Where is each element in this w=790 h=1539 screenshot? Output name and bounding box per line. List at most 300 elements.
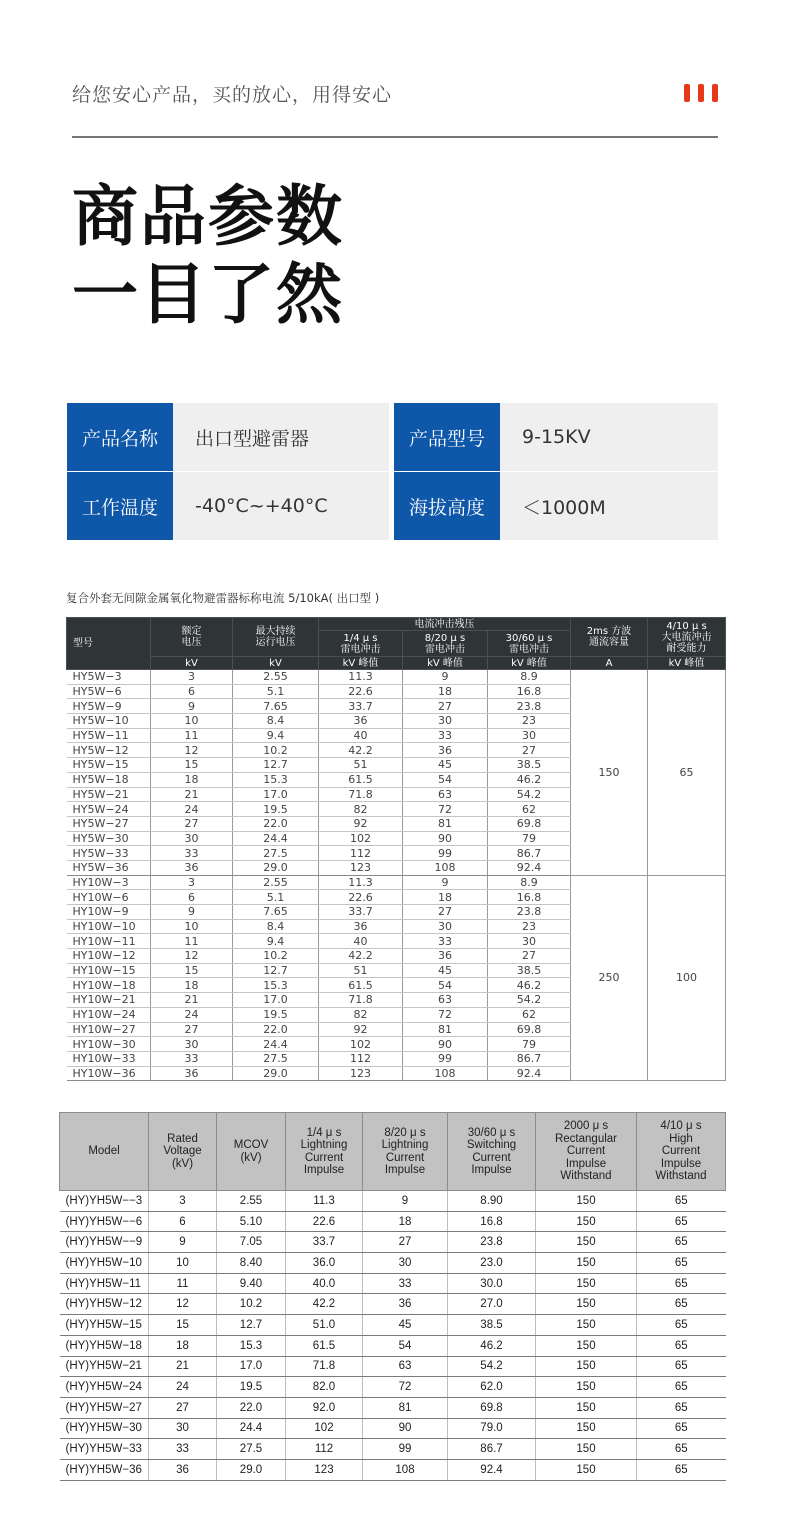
table1-cell: 29.0 (233, 860, 319, 875)
table1-model-cell: HY10W−33 (67, 1051, 151, 1066)
table2-cell: 92.0 (286, 1397, 363, 1418)
table2-header: 8/20 μ s Lightning Current Impulse (363, 1113, 448, 1191)
table1-cell: 12.7 (233, 963, 319, 978)
table1-cell: 15 (151, 963, 233, 978)
table2-header: Model (60, 1113, 149, 1191)
table1-model-cell: HY10W−9 (67, 905, 151, 920)
hero-title (72, 178, 344, 334)
table1-model-cell: HY10W−21 (67, 993, 151, 1008)
table2-cell: 86.7 (448, 1439, 536, 1460)
table1-cell: 8.9 (488, 875, 571, 890)
table2-cell: 65 (637, 1377, 726, 1398)
table1-cell: 18 (403, 684, 488, 699)
table1-cell: 63 (403, 787, 488, 802)
table1-model-cell: HY10W−36 (67, 1066, 151, 1081)
table1-cell: 92 (319, 1022, 403, 1037)
table1-cell: 2.55 (233, 875, 319, 890)
table2-cell: 27 (363, 1232, 448, 1253)
table1-cell: 15 (151, 758, 233, 773)
table1-cell: 7.65 (233, 905, 319, 920)
table1-cell: 102 (319, 831, 403, 846)
table1-square-wave-cell: 150 (571, 670, 648, 876)
table1-cell: 30 (488, 934, 571, 949)
table2-cell: 38.5 (448, 1315, 536, 1336)
table1-cell: 62 (488, 802, 571, 817)
table1-cell: 36 (319, 919, 403, 934)
table2-model-cell: (HY)YH5W−30 (60, 1418, 149, 1439)
menu-bars-icon (684, 84, 718, 102)
table1-cell: 92.4 (488, 860, 571, 875)
table2-row (60, 1211, 726, 1232)
table2-cell: 150 (536, 1315, 637, 1336)
table1-cell: 112 (319, 846, 403, 861)
table2-cell: 10 (149, 1253, 217, 1274)
table2-cell: 150 (536, 1356, 637, 1377)
table2-cell: 3 (149, 1191, 217, 1212)
table2-cell: 150 (536, 1211, 637, 1232)
table2-row (60, 1459, 726, 1480)
table2-cell: 150 (536, 1377, 637, 1398)
table1-cell: 3 (151, 875, 233, 890)
table1-model-cell: HY5W−30 (67, 831, 151, 846)
table1-model-cell: HY10W−15 (67, 963, 151, 978)
table2-cell: 9.40 (217, 1273, 286, 1294)
table2-cell: 65 (637, 1253, 726, 1274)
table1-high-current-cell: 65 (648, 670, 726, 876)
table2-cell: 21 (149, 1356, 217, 1377)
table1-cell: 16.8 (488, 890, 571, 905)
table1-cell: 5.1 (233, 684, 319, 699)
table2-cell: 6 (149, 1211, 217, 1232)
table2-cell: 30 (363, 1253, 448, 1274)
table1-cell: 86.7 (488, 846, 571, 861)
table1-cell: 27 (403, 699, 488, 714)
table1-model-cell: HY10W−3 (67, 875, 151, 890)
table2-cell: 92.4 (448, 1459, 536, 1480)
table2-cell: 8.90 (448, 1191, 536, 1212)
table1-cell: 9 (151, 905, 233, 920)
unit-rated: kV (151, 657, 233, 670)
header-14: 1/4 μ s 雷电冲击 (319, 631, 403, 657)
table1-cell: 18 (151, 978, 233, 993)
table1-cell: 112 (319, 1051, 403, 1066)
table1-cell: 27.5 (233, 1051, 319, 1066)
table2-cell: 27.5 (217, 1439, 286, 1460)
table2-cell: 150 (536, 1232, 637, 1253)
table2-row (60, 1191, 726, 1212)
table1-cell: 15.3 (233, 772, 319, 787)
table1-model-cell: HY5W−33 (67, 846, 151, 861)
table1-cell: 90 (403, 831, 488, 846)
table1-cell: 23.8 (488, 905, 571, 920)
table2-cell: 69.8 (448, 1397, 536, 1418)
table2-cell: 9 (363, 1191, 448, 1212)
table2-header: 4/10 μ s High Current Impulse Withstand (637, 1113, 726, 1191)
table1-cell: 7.65 (233, 699, 319, 714)
table1-cell: 33 (151, 1051, 233, 1066)
table1-cell: 38.5 (488, 758, 571, 773)
header-model: 型号 (67, 618, 151, 670)
table2-model-cell: (HY)YH5W−36 (60, 1459, 149, 1480)
table1-cell: 22.0 (233, 1022, 319, 1037)
table2-model-cell: (HY)YH5W−12 (60, 1294, 149, 1315)
table1-cell: 45 (403, 963, 488, 978)
table2-cell: 12.7 (217, 1315, 286, 1336)
table2-model-cell: (HY)YH5W−27 (60, 1397, 149, 1418)
table1-cell: 21 (151, 787, 233, 802)
table1-cell: 99 (403, 846, 488, 861)
table1-cell: 30 (403, 714, 488, 729)
table1-cell: 61.5 (319, 772, 403, 787)
slogan: 给您安心产品，买的放心，用得安心 (72, 84, 393, 106)
table1-cell: 51 (319, 963, 403, 978)
table2-model-cell: (HY)YH5W−−3 (60, 1191, 149, 1212)
table1-cell: 54 (403, 772, 488, 787)
table1-cell: 46.2 (488, 772, 571, 787)
table2-cell: 65 (637, 1459, 726, 1480)
table2-model-cell: (HY)YH5W−18 (60, 1335, 149, 1356)
unit-14: kV 峰值 (319, 657, 403, 670)
table1-cell: 33 (403, 934, 488, 949)
table1-cell: 23.8 (488, 699, 571, 714)
table2-cell: 7.05 (217, 1232, 286, 1253)
table1-cell: 33 (151, 846, 233, 861)
table1-model-cell: HY5W−36 (67, 860, 151, 875)
table2-model-cell: (HY)YH5W−−9 (60, 1232, 149, 1253)
table1-cell: 22.6 (319, 890, 403, 905)
table1-cell: 30 (403, 919, 488, 934)
unit-mcov: kV (233, 657, 319, 670)
table1-cell: 12 (151, 743, 233, 758)
table1-cell: 69.8 (488, 816, 571, 831)
table1-cell: 11 (151, 934, 233, 949)
table2-row (60, 1294, 726, 1315)
hero-line-2: 一目了然 (72, 256, 344, 333)
table1-cell: 82 (319, 1007, 403, 1022)
table2-cell: 99 (363, 1439, 448, 1460)
table1-cell: 71.8 (319, 787, 403, 802)
table2-cell: 65 (637, 1418, 726, 1439)
table1-model-cell: HY5W−15 (67, 758, 151, 773)
table1-cell: 61.5 (319, 978, 403, 993)
table1-cell: 92.4 (488, 1066, 571, 1081)
table1-cell: 92 (319, 816, 403, 831)
table2-cell: 23.0 (448, 1253, 536, 1274)
spec-row-2 (67, 472, 718, 540)
table1-cell: 27 (403, 905, 488, 920)
table2-cell: 16.8 (448, 1211, 536, 1232)
unit-820: kV 峰值 (403, 657, 488, 670)
spec-label-altitude: 海拔高度 (394, 472, 500, 540)
table1-model-cell: HY10W−30 (67, 1037, 151, 1052)
table2-header: 1/4 μ s Lightning Current Impulse (286, 1113, 363, 1191)
table2-cell: 150 (536, 1273, 637, 1294)
table2-cell: 29.0 (217, 1459, 286, 1480)
spec-row-1 (67, 403, 718, 471)
table2-cell: 102 (286, 1418, 363, 1439)
table1-cell: 10.2 (233, 949, 319, 964)
table2-cell: 11.3 (286, 1191, 363, 1212)
table1-cell: 24 (151, 802, 233, 817)
table1-cell: 24.4 (233, 1037, 319, 1052)
table2-model-cell: (HY)YH5W−15 (60, 1315, 149, 1336)
table2-cell: 18 (363, 1211, 448, 1232)
table1-cell: 8.4 (233, 919, 319, 934)
table1-cell: 79 (488, 831, 571, 846)
table1-square-wave-cell: 250 (571, 875, 648, 1081)
table2-cell: 71.8 (286, 1356, 363, 1377)
table2-cell: 65 (637, 1191, 726, 1212)
table1-cell: 3 (151, 670, 233, 685)
table2-header: 30/60 μ s Switching Current Impulse (448, 1113, 536, 1191)
header-2ms: 2ms 方波 通流容量 (571, 618, 648, 657)
table2-cell: 150 (536, 1253, 637, 1274)
table1-model-cell: HY5W−21 (67, 787, 151, 802)
table1-cell: 17.0 (233, 787, 319, 802)
table1-cell: 123 (319, 860, 403, 875)
table2-cell: 123 (286, 1459, 363, 1480)
table1-cell: 5.1 (233, 890, 319, 905)
table1-cell: 79 (488, 1037, 571, 1052)
table1-model-cell: HY5W−12 (67, 743, 151, 758)
table2-cell: 63 (363, 1356, 448, 1377)
spec-value-altitude: ＜1000M (500, 472, 718, 540)
table1-cell: 8.9 (488, 670, 571, 685)
table1-cell: 23 (488, 714, 571, 729)
table1-cell: 36 (151, 1066, 233, 1081)
table2-cell: 54.2 (448, 1356, 536, 1377)
table1-model-cell: HY10W−10 (67, 919, 151, 934)
table2-cell: 62.0 (448, 1377, 536, 1398)
table2-header: Rated Voltage (kV) (149, 1113, 217, 1191)
table1-cell: 30 (151, 831, 233, 846)
table1-cell: 6 (151, 684, 233, 699)
table2-cell: 65 (637, 1356, 726, 1377)
table2-row (60, 1315, 726, 1336)
table1-cell: 54 (403, 978, 488, 993)
table2-cell: 150 (536, 1418, 637, 1439)
table1-model-cell: HY5W−11 (67, 728, 151, 743)
table1-model-cell: HY5W−10 (67, 714, 151, 729)
table2-cell: 65 (637, 1315, 726, 1336)
table2-cell: 150 (536, 1335, 637, 1356)
table2-model-cell: (HY)YH5W−11 (60, 1273, 149, 1294)
table2-model-cell: (HY)YH5W−24 (60, 1377, 149, 1398)
table2-cell: 150 (536, 1459, 637, 1480)
table2-cell: 54 (363, 1335, 448, 1356)
table2-cell: 65 (637, 1294, 726, 1315)
table1-cell: 18 (151, 772, 233, 787)
table1-cell: 33.7 (319, 905, 403, 920)
table2-cell: 5.10 (217, 1211, 286, 1232)
table1-cell: 69.8 (488, 1022, 571, 1037)
table2-cell: 42.2 (286, 1294, 363, 1315)
table1-cell: 29.0 (233, 1066, 319, 1081)
table2-cell: 12 (149, 1294, 217, 1315)
table2-cell: 65 (637, 1232, 726, 1253)
table1-cell: 54.2 (488, 787, 571, 802)
table2-row (60, 1335, 726, 1356)
header-residual: 电流冲击残压 (319, 618, 571, 631)
table1-cell: 22.6 (319, 684, 403, 699)
table1-cell: 18 (403, 890, 488, 905)
table2-cell: 33 (363, 1273, 448, 1294)
table1-row (67, 670, 726, 685)
table2-cell: 108 (363, 1459, 448, 1480)
table2-row (60, 1377, 726, 1398)
english-spec-table (59, 1112, 726, 1481)
table1-model-cell: HY10W−12 (67, 949, 151, 964)
table2-cell: 51.0 (286, 1315, 363, 1336)
table1-cell: 23 (488, 919, 571, 934)
table2-row (60, 1253, 726, 1274)
table1-cell: 102 (319, 1037, 403, 1052)
table2-cell: 19.5 (217, 1377, 286, 1398)
table1-cell: 16.8 (488, 684, 571, 699)
table1-cell: 27 (151, 816, 233, 831)
table1-cell: 11.3 (319, 670, 403, 685)
unit-410: kV 峰值 (648, 657, 726, 670)
table2-cell: 150 (536, 1439, 637, 1460)
table1-cell: 9.4 (233, 728, 319, 743)
table1-model-cell: HY5W−9 (67, 699, 151, 714)
table1-cell: 42.2 (319, 949, 403, 964)
table1-model-cell: HY5W−3 (67, 670, 151, 685)
table2-header: MCOV (kV) (217, 1113, 286, 1191)
table1-cell: 22.0 (233, 816, 319, 831)
table1-model-cell: HY5W−27 (67, 816, 151, 831)
table1-cell: 27 (488, 743, 571, 758)
table2-row (60, 1356, 726, 1377)
table1-model-cell: HY5W−24 (67, 802, 151, 817)
table1-model-cell: HY5W−6 (67, 684, 151, 699)
table1-cell: 19.5 (233, 1007, 319, 1022)
table1-cell: 19.5 (233, 802, 319, 817)
table1-cell: 54.2 (488, 993, 571, 1008)
table2-cell: 36.0 (286, 1253, 363, 1274)
table1-cell: 24 (151, 1007, 233, 1022)
table2-model-cell: (HY)YH5W−10 (60, 1253, 149, 1274)
table1-cell: 81 (403, 1022, 488, 1037)
table2-cell: 65 (637, 1211, 726, 1232)
table1-cell: 24.4 (233, 831, 319, 846)
spec-value-model: 9-15KV (500, 403, 718, 471)
table2-cell: 40.0 (286, 1273, 363, 1294)
table1-cell: 72 (403, 802, 488, 817)
table1-cell: 2.55 (233, 670, 319, 685)
hero-line-1: 商品参数 (72, 178, 344, 255)
table1-cell: 46.2 (488, 978, 571, 993)
table1-cell: 12.7 (233, 758, 319, 773)
table2-row (60, 1397, 726, 1418)
table1-cell: 9 (151, 699, 233, 714)
table2-cell: 24.4 (217, 1418, 286, 1439)
table2-cell: 65 (637, 1273, 726, 1294)
table1-model-cell: HY10W−27 (67, 1022, 151, 1037)
table2-cell: 17.0 (217, 1356, 286, 1377)
table2-cell: 23.8 (448, 1232, 536, 1253)
table2-cell: 45 (363, 1315, 448, 1336)
chinese-spec-table (66, 617, 726, 1081)
table2-cell: 150 (536, 1294, 637, 1315)
header-820: 8/20 μ s 雷电冲击 (403, 631, 488, 657)
table1-cell: 30 (151, 1037, 233, 1052)
table1-cell: 27 (488, 949, 571, 964)
table2-cell: 65 (637, 1335, 726, 1356)
table2-cell: 27.0 (448, 1294, 536, 1315)
spec-label-temperature: 工作温度 (67, 472, 173, 540)
table2-model-cell: (HY)YH5W−21 (60, 1356, 149, 1377)
table1-cell: 12 (151, 949, 233, 964)
table1-cell: 51 (319, 758, 403, 773)
table2-cell: 82.0 (286, 1377, 363, 1398)
table1-cell: 108 (403, 860, 488, 875)
table1-cell: 36 (151, 860, 233, 875)
table1-cell: 10.2 (233, 743, 319, 758)
table1-cell: 42.2 (319, 743, 403, 758)
table2-cell: 61.5 (286, 1335, 363, 1356)
table1-cell: 30 (488, 728, 571, 743)
spec-label-product-name: 产品名称 (67, 403, 173, 471)
table1-model-cell: HY10W−6 (67, 890, 151, 905)
table2-cell: 30 (149, 1418, 217, 1439)
table1-cell: 86.7 (488, 1051, 571, 1066)
table1-cell: 63 (403, 993, 488, 1008)
table1-cell: 36 (319, 714, 403, 729)
table2-cell: 8.40 (217, 1253, 286, 1274)
table1-cell: 21 (151, 993, 233, 1008)
table2-cell: 22.6 (286, 1211, 363, 1232)
table1-cell: 9 (403, 670, 488, 685)
table2-cell: 10.2 (217, 1294, 286, 1315)
table2-cell: 36 (149, 1459, 217, 1480)
table2-cell: 11 (149, 1273, 217, 1294)
table2-cell: 36 (363, 1294, 448, 1315)
table2-cell: 30.0 (448, 1273, 536, 1294)
table2-cell: 65 (637, 1439, 726, 1460)
table1-cell: 82 (319, 802, 403, 817)
table1-cell: 15.3 (233, 978, 319, 993)
table1-cell: 11.3 (319, 875, 403, 890)
table1-cell: 99 (403, 1051, 488, 1066)
table1-cell: 62 (488, 1007, 571, 1022)
table2-cell: 150 (536, 1397, 637, 1418)
table1-cell: 9 (403, 875, 488, 890)
table1-cell: 10 (151, 919, 233, 934)
unit-3060: kV 峰值 (488, 657, 571, 670)
table2-row (60, 1418, 726, 1439)
table1-model-cell: HY5W−18 (67, 772, 151, 787)
table2-cell: 15.3 (217, 1335, 286, 1356)
table1-cell: 40 (319, 728, 403, 743)
table2-model-cell: (HY)YH5W−−6 (60, 1211, 149, 1232)
table1-cell: 40 (319, 934, 403, 949)
spec-value-product-name: 出口型避雷器 (173, 403, 389, 471)
table1-cell: 45 (403, 758, 488, 773)
header-rated: 额定 电压 (151, 618, 233, 657)
spec-value-temperature: -40°C~+40°C (173, 472, 389, 540)
table1-cell: 90 (403, 1037, 488, 1052)
unit-2ms: A (571, 657, 648, 670)
table2-cell: 33.7 (286, 1232, 363, 1253)
table1-cell: 36 (403, 743, 488, 758)
table2-cell: 150 (536, 1191, 637, 1212)
table2-cell: 46.2 (448, 1335, 536, 1356)
table1-cell: 11 (151, 728, 233, 743)
table2-cell: 24 (149, 1377, 217, 1398)
table1-cell: 72 (403, 1007, 488, 1022)
table2-cell: 112 (286, 1439, 363, 1460)
